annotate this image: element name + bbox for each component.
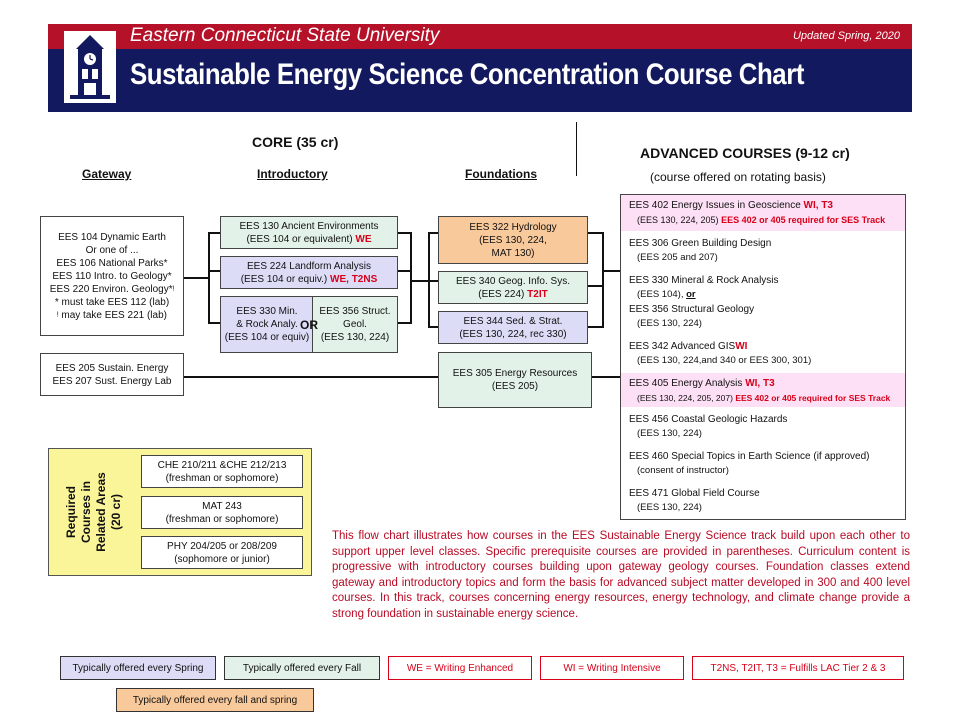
course-ees356-box	[312, 296, 398, 353]
connector	[208, 270, 220, 272]
related-course-mat	[141, 496, 303, 529]
course-prereq: (EES 104 or equivalent)	[246, 233, 353, 245]
course-tag: T2IT	[527, 288, 548, 300]
legend-writing-intensive: WI = Writing Intensive	[540, 656, 684, 680]
related-areas-panel	[48, 448, 312, 576]
course-prereq: (EES 130, 224,and 340 or EES 300, 301)	[637, 355, 812, 366]
course-title-cont: Geol.	[343, 319, 367, 330]
advanced-courses-box	[620, 194, 906, 520]
course-ees207: EES 207 Sust. Energy Lab	[52, 375, 172, 387]
course-prereq: (EES 205 and 207)	[637, 252, 718, 263]
gateway-box	[40, 216, 184, 336]
connector-intro-bracket-right	[410, 232, 412, 324]
updated-label: Updated Spring, 2020	[792, 30, 900, 42]
course-title: CHE 210/211 &CHE 212/213	[157, 459, 287, 471]
course-title: EES 402 Energy Issues in Geoscience	[629, 200, 801, 211]
advanced-title: ADVANCED COURSES (9-12 cr)	[640, 145, 850, 161]
section-divider	[576, 122, 577, 176]
course-title: EES 460 Special Topics in Earth Science (if approved)	[629, 451, 870, 462]
course-ees344-box	[438, 311, 588, 344]
connector-foundations-bracket-right	[602, 232, 604, 328]
advanced-item-ees460	[625, 450, 901, 478]
course-ees220: EES 220 Environ. Geology*ᵎ	[49, 283, 175, 295]
connector	[428, 232, 438, 234]
connector	[428, 326, 438, 328]
or-label: or	[686, 289, 696, 300]
course-title: EES 130 Ancient Environments	[239, 220, 379, 232]
course-tag: WI, T3	[745, 378, 775, 389]
core-title: CORE (35 cr)	[252, 134, 339, 150]
related-label-line: Required	[64, 486, 78, 539]
related-course-che	[141, 455, 303, 488]
connector-gateway-intro	[184, 277, 208, 279]
course-ees340-box	[438, 271, 588, 304]
course-prereq: (EES 130, 224, 205, 207)	[637, 393, 733, 403]
course-title: EES 342 Advanced GIS	[629, 341, 736, 352]
related-areas-label	[51, 453, 137, 571]
course-title: EES 305 Energy Resources	[452, 368, 578, 379]
legend-fall-spring: Typically offered every fall and spring	[116, 688, 314, 712]
advanced-item-ees456	[625, 413, 901, 441]
connector	[208, 232, 220, 234]
course-title: EES 340 Geog. Info. Sys.	[456, 275, 570, 287]
course-prereq: (EES 130, 224)	[637, 502, 702, 513]
advanced-item-ees342	[625, 340, 901, 368]
course-timing: (sophomore or junior)	[174, 553, 270, 565]
gateway-header: Gateway	[82, 167, 132, 181]
course-prereq: (EES 224)	[478, 288, 525, 300]
course-title: EES 344 Sed. & Strat.	[463, 315, 563, 327]
course-title: EES 330 Min.	[236, 306, 298, 317]
or-label: OR	[300, 318, 318, 332]
course-ees224-box	[220, 256, 398, 289]
course-title: EES 224 Landform Analysis	[247, 260, 371, 272]
course-prereq: (EES 104 or equiv.)	[240, 273, 328, 285]
course-prereq: (EES 104),	[637, 289, 684, 300]
connector	[398, 270, 410, 272]
course-ees104: EES 104 Dynamic Earth	[58, 231, 166, 243]
advanced-item-ees306	[625, 237, 901, 265]
track-requirement-note: EES 402 or 405 required for SES Track	[721, 215, 886, 225]
related-label-line: Courses in	[79, 481, 93, 544]
course-ees110: EES 110 Intro. to Geology*	[52, 270, 172, 282]
gateway-energy-box	[40, 353, 184, 396]
legend-fall: Typically offered every Fall	[224, 656, 380, 680]
gateway-or-label: Or one of ...	[85, 244, 139, 256]
course-ees322-box	[438, 216, 588, 264]
description-paragraph: This flow chart illustrates how courses in the EES Sustainable Energy Science track build upon each other to support upper level classes. Specific prerequisite courses are provided in parentheses. Curriculum content is progressive with introductory courses building upon gateway geology courses. Foundation classes extend gateway and introductory topics and form the basis for advanced subject matter developed in 300 and 400 level courses. In this track, courses concerning energy resources, energy technology, and climate change provide a strong foundation in sustainable energy science.	[332, 530, 910, 620]
advanced-item-ees356	[625, 303, 901, 331]
course-timing: (freshman or sophomore)	[165, 472, 279, 484]
university-name: Eastern Connecticut State University	[130, 25, 440, 46]
course-tag: WE	[355, 233, 372, 245]
course-prereq-cont: MAT 130)	[491, 247, 535, 259]
course-title: PHY 204/205 or 208/209	[167, 540, 277, 552]
course-title: EES 330 Mineral & Rock Analysis	[629, 275, 779, 286]
page-title: Sustainable Energy Science Concentration Course Chart	[130, 58, 804, 91]
course-prereq: (EES 130, 224,	[479, 234, 547, 246]
connector-foundations-bracket-left	[428, 232, 430, 328]
course-title: EES 405 Energy Analysis	[629, 378, 743, 389]
course-ees106: EES 106 National Parks*	[56, 257, 168, 269]
course-prereq: (EES 130, 224)	[637, 318, 702, 329]
course-prereq: (consent of instructor)	[637, 465, 729, 476]
course-title-cont: & Rock Analy.	[236, 319, 298, 330]
course-ees205: EES 205 Sustain. Energy	[55, 362, 169, 374]
advanced-item-ees330	[625, 274, 901, 302]
course-tag: WI, T3	[803, 200, 833, 211]
introductory-header: Introductory	[257, 167, 328, 181]
advanced-item-ees402	[625, 199, 901, 227]
legend-lac-tiers: T2NS, T2IT, T3 = Fulfills LAC Tier 2 & 3	[692, 656, 904, 680]
course-prereq: (EES 104 or equiv)	[224, 332, 310, 343]
course-ees130-box	[220, 216, 398, 249]
course-prereq: (EES 130, 224)	[637, 428, 702, 439]
advanced-item-ees405	[625, 377, 901, 405]
legend-writing-enhanced: WE = Writing Enhanced	[388, 656, 532, 680]
course-prereq: (EES 130, 224, rec 330)	[459, 328, 567, 340]
related-label-line: (20 cr)	[109, 493, 123, 531]
course-prereq: (EES 205)	[491, 381, 539, 392]
advanced-subtitle: (course offered on rotating basis)	[650, 170, 826, 184]
course-prereq: (EES 130, 224)	[320, 332, 390, 343]
course-tag: WE, T2NS	[330, 273, 378, 285]
course-title: EES 471 Global Field Course	[629, 488, 760, 499]
course-ees305-box	[438, 352, 592, 408]
track-requirement-note: EES 402 or 405 required for SES Track	[735, 393, 891, 403]
connector-foundations-advanced	[602, 270, 620, 272]
connector-intro-foundations	[410, 280, 438, 282]
legend-spring: Typically offered every Spring	[60, 656, 216, 680]
course-tag: WI	[735, 341, 748, 352]
connector	[398, 232, 410, 234]
gateway-footnote-optional-lab: ᵎ may take EES 221 (lab)	[57, 309, 167, 321]
course-title: EES 356 Struct.	[319, 306, 391, 317]
gateway-footnote-lab: * must take EES 112 (lab)	[54, 296, 170, 308]
related-course-phy	[141, 536, 303, 569]
course-title: MAT 243	[202, 500, 242, 512]
related-label-line: Related Areas	[94, 472, 108, 552]
clock-tower-logo	[64, 31, 116, 103]
connector-energy-advanced	[592, 376, 620, 378]
connector-intro-bracket-left	[208, 232, 210, 324]
advanced-item-ees471	[625, 487, 901, 515]
course-prereq: (EES 130, 224, 205)	[637, 215, 719, 225]
course-timing: (freshman or sophomore)	[165, 513, 279, 525]
connector	[208, 322, 220, 324]
foundations-header: Foundations	[465, 167, 537, 181]
connector	[398, 322, 410, 324]
course-title: EES 306 Green Building Design	[629, 238, 772, 249]
course-title: EES 356 Structural Geology	[629, 304, 755, 315]
course-title: EES 322 Hydrology	[469, 221, 557, 233]
course-title: EES 456 Coastal Geologic Hazards	[629, 414, 788, 425]
connector-gateway-energy	[184, 376, 438, 378]
